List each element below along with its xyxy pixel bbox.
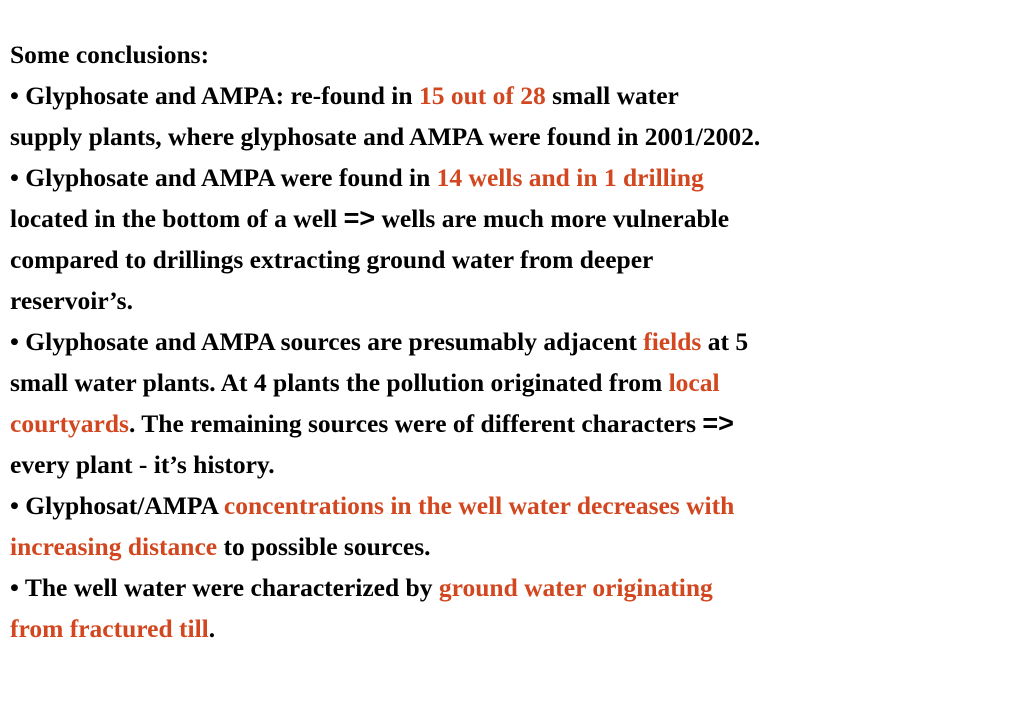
highlighted-text: concentrations in the well water decreases with [223,491,735,520]
slide-title: Some conclusions: [10,40,210,69]
bullet-item [10,75,1020,157]
bullet-item [10,321,1020,485]
text-segment: . The remaining sources were of different characters [128,409,703,438]
bullet-item [10,485,1020,567]
bullet-line [10,75,1020,116]
bullet-line [10,362,1020,403]
text-segment: • Glyphosat/AMPA [10,491,224,520]
bullet-line [10,157,1020,198]
highlighted-text: fields [643,327,702,356]
bullet-line [10,526,1020,567]
bullet-item [10,567,1020,649]
bullet-line [10,444,1020,485]
highlighted-text: increasing distance [10,532,218,561]
bullet-item [10,157,1020,321]
text-segment: . [208,614,216,643]
bullet-line [10,485,1020,526]
slide-content [10,34,1020,649]
highlighted-text: from fractured till [10,614,209,643]
text-segment: • Glyphosate and AMPA were found in [10,163,437,192]
text-segment: at 5 [701,327,749,356]
bullet-line [10,280,1020,321]
text-segment: • Glyphosate and AMPA sources are presumably adjacent [10,327,644,356]
bullet-line [10,198,1020,239]
text-segment: small water [545,81,679,110]
arrow-symbol: => [702,408,734,438]
text-segment: located in the bottom of a well [10,204,344,233]
conclusion-bullets [10,75,1020,649]
bullet-line [10,608,1020,649]
bullet-line [10,567,1020,608]
arrow-symbol: => [343,203,376,233]
bullet-line [10,116,1020,157]
bullet-line [10,239,1020,280]
highlighted-text: local [668,368,720,397]
text-segment: • The well water were characterized by [10,573,439,602]
bullet-line [10,321,1020,362]
text-segment: every plant - it’s history. [10,450,275,479]
highlighted-text: 15 out of 28 [418,81,546,110]
text-segment: supply plants, where glyphosate and AMPA were found in 2001/2002. [10,122,761,151]
text-segment: wells are much more vulnerable [375,204,730,233]
bullet-line [10,403,1020,444]
text-segment: • Glyphosate and AMPA: re-found in [10,81,419,110]
highlighted-text: 14 wells and in 1 drilling [436,163,704,192]
highlighted-text: ground water originating [438,573,713,602]
text-segment: reservoir’s. [10,286,133,315]
text-segment: to possible sources. [217,532,431,561]
text-segment: compared to drillings extracting ground water from deeper [10,245,654,274]
text-segment: small water plants. At 4 plants the pollution originated from [10,368,669,397]
highlighted-text: courtyards [10,409,129,438]
